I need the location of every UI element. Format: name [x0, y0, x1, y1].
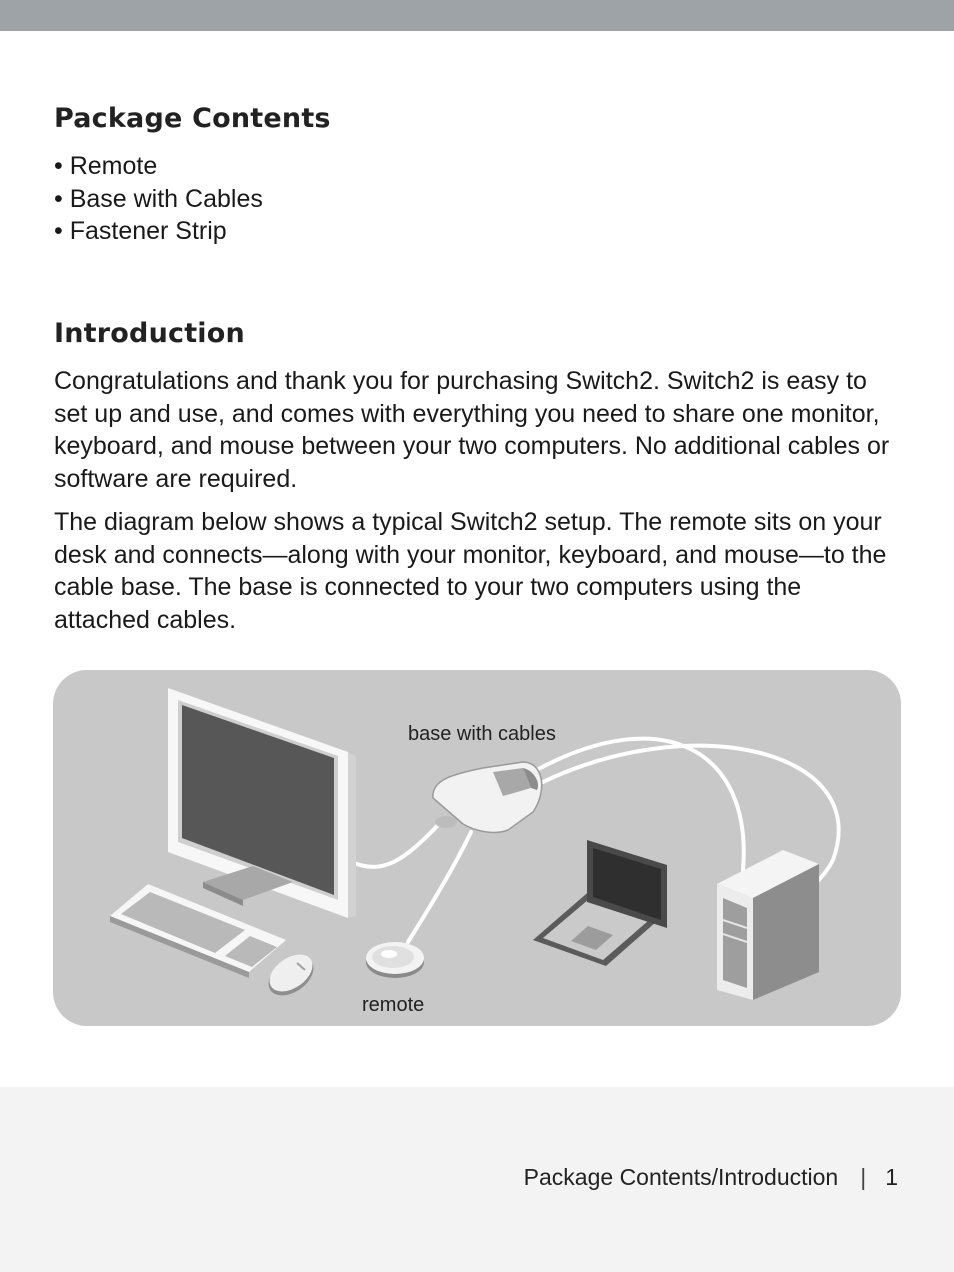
- tower-icon: [717, 850, 819, 1000]
- package-contents-heading: Package Contents: [54, 103, 331, 134]
- base-with-cables-label: base with cables: [408, 723, 556, 745]
- intro-paragraph-2: The diagram below shows a typical Switch2 setup. The remote sits on your desk and connects—along with your monitor, keyboard, and mouse—to the cable base. The base is connected to your two computers using the attached cables.: [54, 508, 887, 634]
- keyboard-icon: [110, 884, 286, 978]
- intro-paragraph-1: Congratulations and thank you for purchasing Switch2. Switch2 is easy to set up and use, and comes with everything you need to share one monitor, keyboard, and mouse between your two computers. No additional cables or software are required.: [54, 367, 890, 493]
- footer-separator: |: [860, 1164, 867, 1190]
- list-item: • Remote: [54, 150, 263, 183]
- list-item: • Base with Cables: [54, 183, 263, 216]
- introduction-heading: Introduction: [54, 318, 245, 349]
- base-icon: [433, 762, 542, 832]
- remote-label: remote: [362, 994, 425, 1016]
- remote-icon: [366, 942, 424, 978]
- setup-diagram: [53, 670, 901, 1026]
- monitor-icon: [168, 688, 356, 918]
- laptop-icon: [533, 840, 667, 966]
- page-number: 1: [885, 1164, 898, 1190]
- footer-caption: [524, 1164, 898, 1191]
- footer-section-title: Package Contents/Introduction: [523, 1164, 839, 1190]
- list-item: • Fastener Strip: [54, 215, 263, 248]
- header-bar: [0, 0, 954, 31]
- package-contents-list: [54, 150, 263, 248]
- mouse-icon: [261, 947, 320, 1003]
